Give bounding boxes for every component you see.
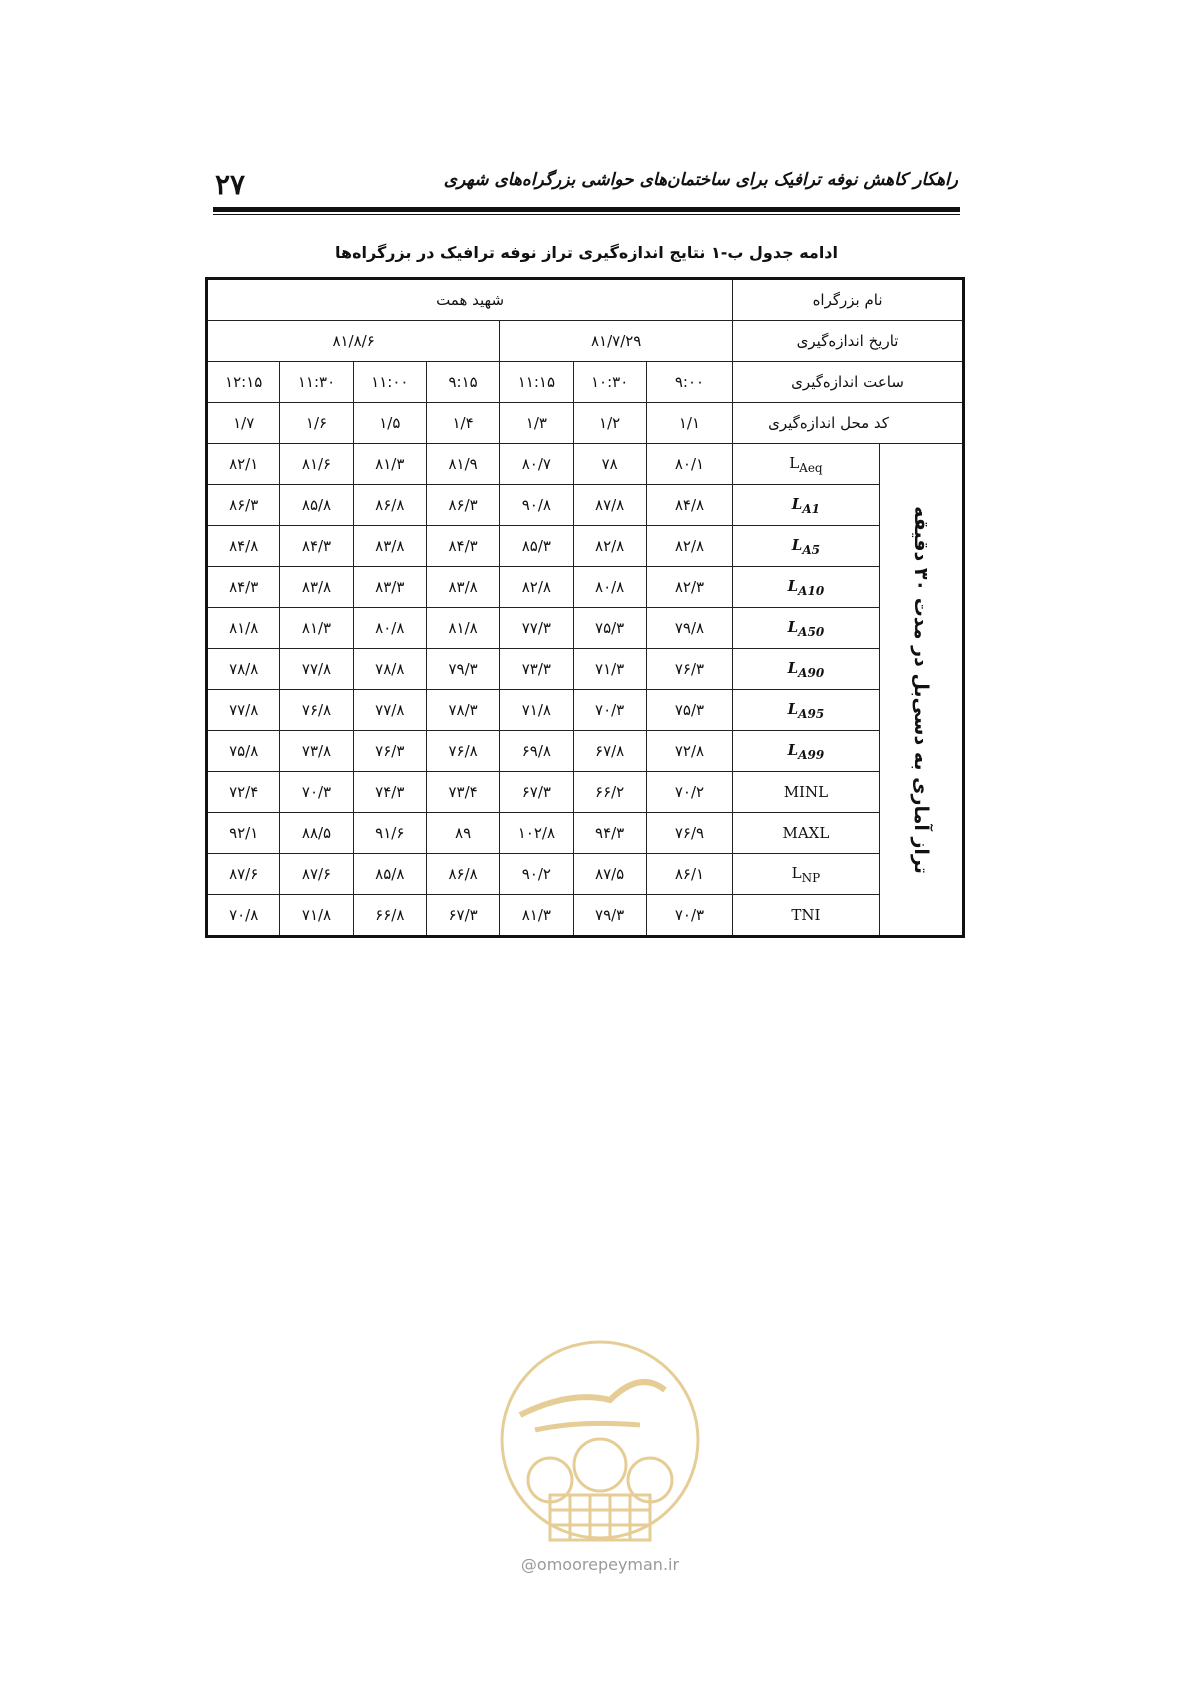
watermark-url-text: omoorepeyman.ir (536, 1555, 680, 1574)
value-cell: ۹۲/۱ (207, 813, 280, 854)
value-cell: ۷۳/۸ (280, 731, 353, 772)
value-cell: ۸۱/۸ (426, 608, 499, 649)
value-cell: ۸۰/۷ (500, 444, 573, 485)
parameter-main: L (787, 658, 799, 677)
running-title: راهکار کاهش نوفه ترافیک برای ساختمان‌های حواشی بزرگراه‌های شهری (443, 170, 958, 190)
value-cell: ۸۳/۳ (353, 567, 426, 608)
parameter-main: L (791, 863, 802, 882)
location-label: کد محل اندازه‌گیری (733, 403, 964, 444)
value-cell: ۸۱/۸ (207, 608, 280, 649)
value-cell: ۹۴/۳ (573, 813, 646, 854)
parameter-row (207, 854, 964, 895)
value-cell: ۷۵/۳ (646, 690, 732, 731)
location-code-cell: ۱/۷ (207, 403, 280, 444)
value-cell: ۸۶/۱ (646, 854, 732, 895)
value-cell: ۸۵/۸ (353, 854, 426, 895)
date-cell: ۸۱/۸/۶ (207, 321, 500, 362)
value-cell: ۷۶/۳ (353, 731, 426, 772)
parameter-main: L (787, 617, 799, 636)
parameter-name (733, 649, 880, 690)
parameter-subscript: A95 (798, 706, 825, 721)
parameter-row (207, 608, 964, 649)
value-cell: ۸۸/۵ (280, 813, 353, 854)
highway-label: نام بزرگراه (733, 279, 964, 321)
time-row (207, 362, 964, 403)
parameter-name (733, 485, 880, 526)
value-cell: ۸۵/۸ (280, 485, 353, 526)
value-cell: ۷۲/۸ (646, 731, 732, 772)
parameter-main: L (787, 699, 799, 718)
date-row (207, 321, 964, 362)
parameter-subscript: A5 (802, 542, 820, 557)
parameter-main: L (791, 535, 803, 554)
value-cell: ۷۰/۳ (573, 690, 646, 731)
parameter-row (207, 813, 964, 854)
location-row (207, 403, 964, 444)
value-cell: ۹۰/۸ (500, 485, 573, 526)
value-cell: ۹۰/۲ (500, 854, 573, 895)
parameter-name (733, 854, 880, 895)
value-cell: ۷۶/۳ (646, 649, 732, 690)
parameter-name (733, 444, 880, 485)
value-cell: ۸۱/۳ (353, 444, 426, 485)
table-caption: ادامه جدول ب-۱ نتایج اندازه‌گیری تراز نوفه ترافیک در بزرگراه‌ها (334, 243, 838, 262)
parameter-row (207, 567, 964, 608)
noise-results-table (205, 277, 965, 938)
value-cell: ۸۱/۳ (280, 608, 353, 649)
parameter-subscript: A1 (802, 501, 820, 516)
value-cell: ۸۶/۸ (426, 854, 499, 895)
value-cell: ۷۰/۸ (207, 895, 280, 937)
value-cell: ۷۶/۹ (646, 813, 732, 854)
parameter-row (207, 772, 964, 813)
parameter-main: L (789, 453, 800, 472)
parameter-name (733, 567, 880, 608)
value-cell: ۸۴/۸ (207, 526, 280, 567)
value-cell: ۷۰/۲ (646, 772, 732, 813)
value-cell: ۶۷/۸ (573, 731, 646, 772)
value-cell: ۸۶/۸ (353, 485, 426, 526)
value-cell: ۸۷/۶ (207, 854, 280, 895)
parameter-row (207, 731, 964, 772)
parameter-name (733, 772, 880, 813)
value-cell: ۸۳/۸ (280, 567, 353, 608)
time-cell: ۹:۰۰ (646, 362, 732, 403)
parameter-row (207, 649, 964, 690)
parameter-row (207, 526, 964, 567)
value-cell: ۸۲/۱ (207, 444, 280, 485)
value-cell: ۷۵/۳ (573, 608, 646, 649)
value-cell: ۸۳/۸ (426, 567, 499, 608)
location-code-cell: ۱/۳ (500, 403, 573, 444)
value-cell: ۸۰/۸ (573, 567, 646, 608)
parameter-subscript: A50 (798, 624, 825, 639)
value-cell: ۷۳/۳ (500, 649, 573, 690)
group-label-cell (879, 444, 963, 937)
value-cell: ۸۴/۸ (646, 485, 732, 526)
value-cell: ۷۲/۴ (207, 772, 280, 813)
value-cell: ۸۲/۸ (646, 526, 732, 567)
value-cell: ۸۵/۳ (500, 526, 573, 567)
header-rule-thin (213, 214, 960, 215)
value-cell: ۸۷/۵ (573, 854, 646, 895)
time-cell: ۱۲:۱۵ (207, 362, 280, 403)
value-cell: ۸۴/۳ (207, 567, 280, 608)
value-cell: ۸۴/۳ (426, 526, 499, 567)
value-cell: ۷۹/۳ (573, 895, 646, 937)
value-cell: ۷۷/۸ (207, 690, 280, 731)
value-cell: ۶۷/۳ (500, 772, 573, 813)
value-cell: ۸۹ (426, 813, 499, 854)
value-cell: ۷۰/۳ (280, 772, 353, 813)
value-cell: ۹۱/۶ (353, 813, 426, 854)
value-cell: ۸۰/۸ (353, 608, 426, 649)
value-cell: ۷۷/۳ (500, 608, 573, 649)
time-cell: ۱۱:۰۰ (353, 362, 426, 403)
date-cell: ۸۱/۷/۲۹ (500, 321, 733, 362)
value-cell: ۶۹/۸ (500, 731, 573, 772)
parameter-subscript: A10 (798, 583, 825, 598)
value-cell: ۷۹/۳ (426, 649, 499, 690)
parameter-name (733, 526, 880, 567)
value-cell: ۸۱/۳ (500, 895, 573, 937)
omoorepeyman-logo-icon (490, 1330, 710, 1570)
location-code-cell: ۱/۲ (573, 403, 646, 444)
parameter-main: L (787, 576, 799, 595)
value-cell: ۷۸/۸ (207, 649, 280, 690)
value-cell: ۷۱/۳ (573, 649, 646, 690)
highway-name: شهید همت (207, 279, 733, 321)
parameter-main: MINL (783, 783, 829, 801)
value-cell: ۸۳/۸ (353, 526, 426, 567)
parameter-subscript: NP (801, 870, 821, 885)
date-label: تاریخ اندازه‌گیری (733, 321, 964, 362)
value-cell: ۷۵/۸ (207, 731, 280, 772)
watermark-logo (490, 1330, 710, 1570)
parameter-name (733, 690, 880, 731)
value-cell: ۷۳/۴ (426, 772, 499, 813)
value-cell: ۷۸ (573, 444, 646, 485)
parameter-row (207, 444, 964, 485)
location-code-cell: ۱/۵ (353, 403, 426, 444)
time-cell: ۱۱:۳۰ (280, 362, 353, 403)
parameter-row (207, 895, 964, 937)
value-cell: ۷۸/۸ (353, 649, 426, 690)
value-cell: ۸۲/۸ (573, 526, 646, 567)
value-cell: ۷۱/۸ (280, 895, 353, 937)
parameter-name (733, 813, 880, 854)
value-cell: ۸۲/۸ (500, 567, 573, 608)
time-cell: ۱۱:۱۵ (500, 362, 573, 403)
location-code-cell: ۱/۱ (646, 403, 732, 444)
header-rule-thick (213, 207, 960, 212)
parameter-main: MAXL (782, 824, 830, 842)
value-cell: ۷۶/۸ (426, 731, 499, 772)
parameter-subscript: A99 (798, 747, 825, 762)
parameter-subscript: Aeq (799, 460, 823, 475)
highway-row (207, 279, 964, 321)
watermark-url (470, 1555, 730, 1574)
time-label: ساعت اندازه‌گیری (733, 362, 964, 403)
value-cell: ۷۴/۳ (353, 772, 426, 813)
parameter-name (733, 895, 880, 937)
value-cell: ۶۶/۸ (353, 895, 426, 937)
location-code-cell: ۱/۴ (426, 403, 499, 444)
parameter-main: L (787, 740, 799, 759)
globe-icon: @ (520, 1555, 537, 1574)
value-cell: ۱۰۲/۸ (500, 813, 573, 854)
value-cell: ۷۸/۳ (426, 690, 499, 731)
value-cell: ۸۰/۱ (646, 444, 732, 485)
value-cell: ۶۷/۳ (426, 895, 499, 937)
value-cell: ۸۱/۶ (280, 444, 353, 485)
parameter-main: L (791, 494, 803, 513)
value-cell: ۸۶/۳ (207, 485, 280, 526)
value-cell: ۸۶/۳ (426, 485, 499, 526)
time-cell: ۱۰:۳۰ (573, 362, 646, 403)
value-cell: ۷۹/۸ (646, 608, 732, 649)
location-code-cell: ۱/۶ (280, 403, 353, 444)
time-cell: ۹:۱۵ (426, 362, 499, 403)
value-cell: ۷۶/۸ (280, 690, 353, 731)
value-cell: ۶۶/۲ (573, 772, 646, 813)
parameter-name (733, 608, 880, 649)
parameter-subscript: A90 (798, 665, 825, 680)
value-cell: ۷۷/۸ (353, 690, 426, 731)
page-number: ۲۷ (215, 168, 246, 201)
value-cell: ۸۱/۹ (426, 444, 499, 485)
value-cell: ۸۲/۳ (646, 567, 732, 608)
value-cell: ۷۷/۸ (280, 649, 353, 690)
group-label: تراز آماری به دسی‌بل در مدت ۳۰ دقیقه (909, 505, 932, 874)
parameter-name (733, 731, 880, 772)
value-cell: ۸۷/۶ (280, 854, 353, 895)
value-cell: ۷۱/۸ (500, 690, 573, 731)
parameter-row (207, 690, 964, 731)
parameter-main: TNI (791, 906, 821, 924)
parameter-row (207, 485, 964, 526)
value-cell: ۷۰/۳ (646, 895, 732, 937)
value-cell: ۸۷/۸ (573, 485, 646, 526)
value-cell: ۸۴/۳ (280, 526, 353, 567)
